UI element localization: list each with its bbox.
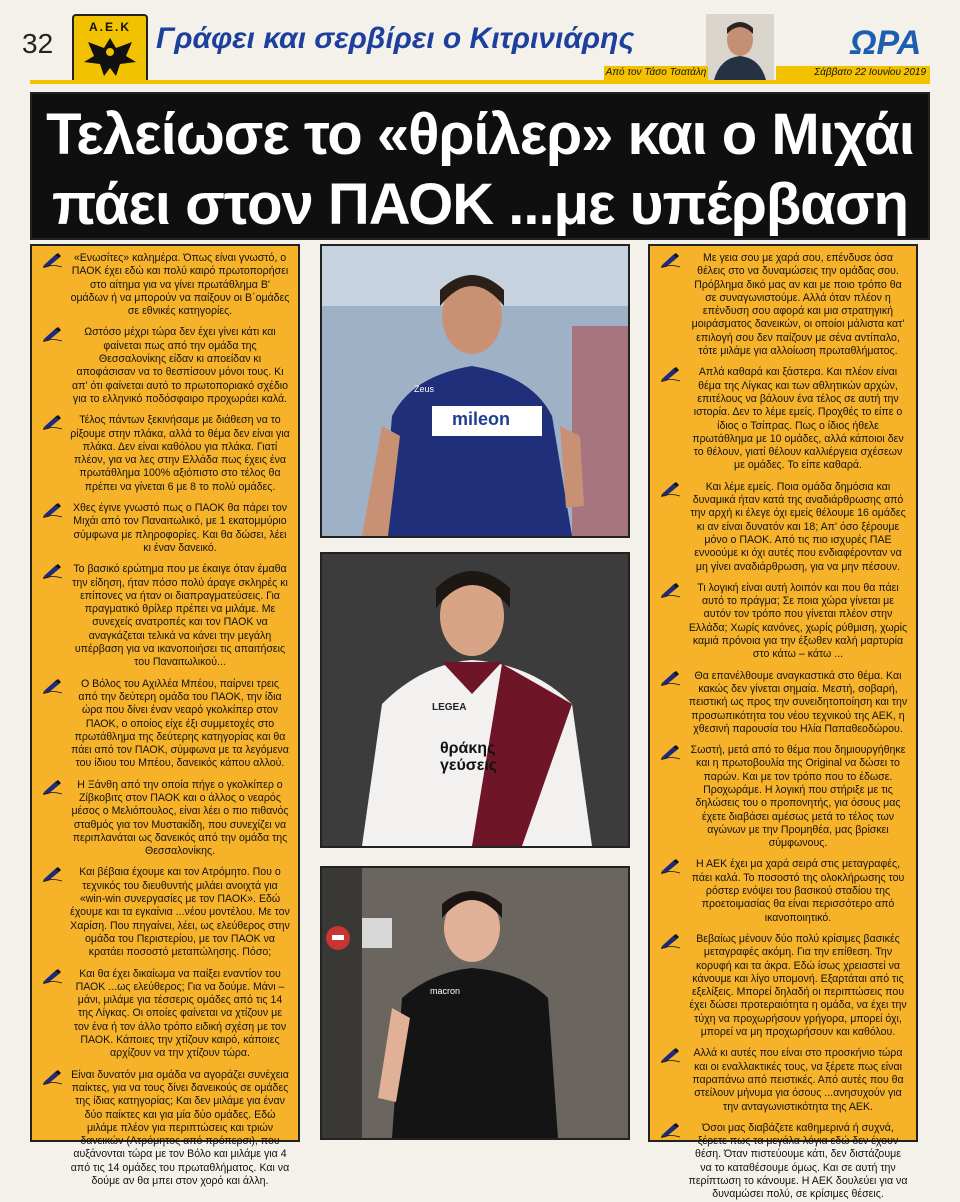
paragraph-text: Με γεια σου με χαρά σου, επένδυσε όσα θέλεις στο να δυναμώσεις την ομάδας σου. Πρόβλημα δικό μας αν και με ποιο τρόπο θα σε συναγωνιστούμε. Αλλά όταν πλέον η επένδυση σου αφορά και μια στρατηγική μοιράσματος δανεικών, οι οποίοι μάλιστα κατ' επιλογή σου δεν παίζουν με σένα αντίπαλο, τότε μιλάμε για αλλοίωση πρωταθλήματος. xyxy=(691,252,905,358)
kit-brand-label: macron xyxy=(430,986,461,996)
pen-icon xyxy=(42,678,64,694)
pen-icon xyxy=(660,481,682,497)
paragraph-text: Χθες έγινε γνωστό πως ο ΠΑΟΚ θα πάρει τον Μιχάι από τον Παναιτωλικό, με 1 εκατομμύριο σύμφωνα με πληροφορίες. Και θα δώσει, λέει κι έναν δανεικό. xyxy=(72,502,288,554)
kit-brand-label: LEGEA xyxy=(432,702,467,713)
author-portrait-icon xyxy=(706,14,774,80)
article-paragraph xyxy=(658,1047,908,1113)
left-column xyxy=(30,244,300,1187)
header-rule xyxy=(30,80,930,84)
article-paragraph xyxy=(40,326,290,406)
aek-logo xyxy=(72,14,148,84)
kit-sponsor-label: θράκης γεύσεις xyxy=(440,740,498,774)
author-byline: Από τον Τάσο Τσατάλη xyxy=(605,67,707,78)
article-paragraph xyxy=(40,1069,290,1189)
column-title: Γράφει και σερβίρει ο Κιτρινιάρης xyxy=(156,22,635,55)
pen-icon xyxy=(42,968,64,984)
paragraph-text: Και θα έχει δικαίωμα να παίξει εναντίον του ΠΑΟΚ ...ως ελεύθερος; Για να δούμε. Μάνι – μάνι, μιλάμε για τέσσερις ομάδες από τις 14 της Λίγκας. Οι οποίες φαίνεται να χτίζουν με τον ένα ή τον άλλο τρόπο ειδική σχέση με τον ΠΑΟΚ. Κάποιες την χτίζουν καιρό, κάποιες αρχίζουν να την χτίζουν τώρα. xyxy=(73,967,287,1060)
pen-icon xyxy=(660,670,682,686)
pen-icon xyxy=(42,414,64,430)
paragraph-text: Απλά καθαρά και ξάστερα. Και πλέον είναι θέμα της Λίγκας και των αθλητικών αρχών, επιτέλους να βάλουν ένα τέλος σε αυτή την ιστορία. Δεν το λέμε εμείς. Προχθές το είπε ο ίδιος ο Τσίπρας. Πως ο ίδιος ήθελε πρωτάθλημα με 10 ομάδες, αλλά κάποιοι δεν το θέλουν, γιατί θέλουν καλλιέργεια σχέσεων με ομάδες. Το είπε καθαρά. xyxy=(692,366,904,472)
pen-icon xyxy=(42,1069,64,1085)
logo-text: Α.Ε.Κ xyxy=(88,20,131,34)
article-paragraph xyxy=(40,414,290,494)
page-number: 32 xyxy=(22,28,54,59)
right-column xyxy=(648,244,918,1201)
paragraph-text: «Ενωσίτες» καλημέρα. Όπως είναι γνωστό, ο ΠΑΟΚ έχει εδώ και πολύ καιρό πρωτοπορήσει στο αίτημα για να γίνει πρωτάθλημα Β' ομάδων ή να μπορούν να παίξουν οι Β΄ομάδες σε εθνικές κατηγορίες. xyxy=(70,252,290,318)
article-paragraph xyxy=(40,252,290,318)
paragraph-text: Ο Βόλος του Αχιλλέα Μπέου, παίρνει τρεις από την δεύτερη ομάδα του ΠΑΟΚ, την ίδια ώρα που δίνει έναν νεαρό γκολκίπερ στον ΠΑΟΚ, ο οποίος είχε έξι συμμετοχές στο πρωτάθλημα της δεύτερης κατηγορίας και θα πάει από τον ΠΑΟΚ, σύμφωνα με τα λεγόμενα του ίδιου του Μπέου, δανεικός κάπου αλλού. xyxy=(71,677,289,770)
kit-sponsor-label: mileon xyxy=(452,409,511,429)
pen-icon xyxy=(660,252,682,268)
pen-icon xyxy=(42,502,64,518)
kit-brand-label: Zeus xyxy=(414,384,435,394)
pen-icon xyxy=(660,858,682,874)
headline-block xyxy=(30,92,930,240)
paragraph-text: Η Ξάνθη από την οποία πήγε ο γκολκίπερ ο Ζίβκοβιτς στον ΠΑΟΚ και ο άλλος ο νεαρός μέσος ο Μελιόπουλος, είναι λέει ο πιο πιθανός σταθμός για τον Μυστακίδη, που συνεχίζει να περιπλανάται ως δανεικός από την ομάδα της Θεσσαλονίκης. xyxy=(71,778,289,858)
pen-icon xyxy=(42,326,64,342)
author-photo xyxy=(706,14,774,80)
headline-line-1: Τελείωσε το «θρίλερ» και ο Μιχάι xyxy=(46,102,914,167)
article-paragraph xyxy=(658,252,908,358)
article-paragraph xyxy=(658,1122,908,1202)
paragraph-text: Όσοι μας διαβάζετε καθημερινά ή συχνά, ξέρετε πως τα μεγάλα λόγια εδώ δεν έχουν θέση. Όταν πιστεύουμε κάτι, δεν διστάζουμε να το καταθέσουμε όμως. Και σε αυτή την περίπτωση το κάνουμε. Η ΑΕΚ δουλεύει για να δυναμώσει πολύ, σε κρίσιμες θέσεις. xyxy=(688,1121,908,1201)
article-paragraph xyxy=(40,779,290,859)
pen-icon xyxy=(660,366,682,382)
paragraph-text: Αλλά κι αυτές που είναι στο προσκήνιο τώρα και οι εναλλακτικές τους, να ξέρετε πως είναι παραπάνω από πειστικές. Από αυτές που θα στείλουν μήνυμα για όσους ...ανησυχούν για την ανταγωνιστικότητα της ΑΕΚ. xyxy=(692,1047,904,1113)
article-paragraph xyxy=(40,502,290,555)
pen-icon xyxy=(660,582,682,598)
article-paragraph xyxy=(658,744,908,850)
article-paragraph xyxy=(40,563,290,669)
article-paragraph xyxy=(658,366,908,472)
photo-player-black-kit xyxy=(320,866,630,1140)
pen-icon xyxy=(660,1122,682,1138)
paragraph-text: Και λέμε εμείς. Ποια ομάδα δημόσια και δυναμικά ήταν κατά της αναδιάρθρωσης από την αρχή κι έλεγε όχι εμείς θέλουμε 16 ομάδες κι αν είναι δυνατόν και 18; Απ' όσο ξέρουμε μόνο ο ΠΑΟΚ. Από τις πιο ισχυρές ΠΑΕ εννοούμε κι όχι αυτές που ενδιαφέρονταν να μη γίνει αναδιάρθρωση, για να μην πέσουν. xyxy=(690,480,906,573)
eagle-icon xyxy=(82,34,138,78)
paragraph-text: Το βασικό ερώτημα που με έκαιγε όταν έμαθα την είδηση, ήταν πόσο πολύ άραγε σκληρές κι επίπονες να ήταν οι διαπραγματεύσεις. Για πραγματικό θρίλερ πρέπει να μιλάμε. Με συνεχείς ανατροπές και τον ΠΑΟΚ να αναγκάζεται τελικά να κάνει την μεγάλη υπέρβαση για να ικανοποιήσει τις απαιτήσεις του Παναιτωλικού... xyxy=(72,563,288,669)
photo-player-blue-kit xyxy=(320,244,630,538)
pen-icon xyxy=(42,866,64,882)
article-paragraph xyxy=(40,678,290,771)
pen-icon xyxy=(660,933,682,949)
paragraph-text: Η ΑΕΚ έχει μα χαρά σειρά στις μεταγραφές, πάει καλά. Το ποσοστό της ολοκλήρωσης του ρόστερ ενόψει του βασικού σταδίου της προετοιμασίας θα είναι περισσότερο από ικανοποιητικό. xyxy=(691,858,905,924)
paragraph-text: Τι λογική είναι αυτή λοιπόν και που θα πάει αυτό το πράγμα; Σε ποια χώρα γίνεται με αυτόν τον τρόπο που γίνεται πλέον στην Ελλάδα; Χωρίς κανόνες, χωρίς ρύθμιση, χωρίς καμιά πρόνοια για την έξωθεν καλή μαρτυρία στο κάτω – κάτω ... xyxy=(688,581,908,661)
paragraph-text: Τέλος πάντων ξεκινήσαμε με διάθεση να το ρίξουμε στην πλάκα, αλλά το θέμα δεν είναι για πλάκα. Δεν είναι καθόλου για πλάκα. Γιατί πλέον, για να λες στην Ελλάδα πως έχεις ένα πρωτάθλημα 100% αξιόπιστο στο τέλος θα πρέπει να γίνεται 6 με 8 το πολύ ομάδες. xyxy=(70,414,290,493)
paragraph-text: Σωστή, μετά από το θέμα που δημιουργήθηκε και η πρωτοβουλία της Original να δώσει το παρών. Και με τον τρόπο που το έδωσε. Προχωράμε. Η λογική που στήριξε με τις δηλώσεις του ο προπονητής, για όσους μας έχετε διαβάσει αμέσως μετά το τέλος των αγώνων με την Προμηθέα, μας βρίσκει σύμφωνους. xyxy=(690,744,906,850)
headline-line-2: πάει στον ΠΑΟΚ ...με υπέρβαση xyxy=(51,172,909,237)
pen-icon xyxy=(42,252,64,268)
article-paragraph xyxy=(658,670,908,736)
paragraph-text: Και βέβαια έχουμε και τον Ατρόμητο. Που ο τεχνικός του διευθυντής μιλάει ανοιχτά για «win-win συνεργασίες με τον ΠΑΟΚ». Εδώ έχουμε και τα εγκαίνια ...νέου μοντέλου. Με τον Χαρίση. Που πηγαίνει, λέει, ως ελεύθερος στην ομάδα του Περιστερίου, με τον ΠΑΟΚ να κρατάει ποσοστό μεταπώλησης. Πόσο; xyxy=(70,866,290,959)
article-paragraph xyxy=(658,582,908,662)
article-paragraph xyxy=(658,933,908,1039)
paragraph-text: Ωστόσο μέχρι τώρα δεν έχει γίνει κάτι και φαίνεται πως από την ομάδα της Θεσσαλονίκης είδαν κι αποείδαν κι αποφάσισαν να το θεσπίσουν μόνοι τους. Κι απ' ότι φαίνεται αυτό το πρωτοποριακό σχέδιο για το ελληνικό ποδόσφαιρο προχωράει καλά. xyxy=(71,326,288,405)
publication-logo: ΩΡΑ xyxy=(850,24,922,62)
issue-date: Σάββατο 22 Ιουνίου 2019 xyxy=(776,66,930,80)
pen-icon xyxy=(42,563,64,579)
article-paragraph xyxy=(40,968,290,1061)
photo-player-white-kit xyxy=(320,552,630,848)
pen-icon xyxy=(660,1047,682,1063)
pen-icon xyxy=(42,779,64,795)
pen-icon xyxy=(660,744,682,760)
paragraph-text: Βεβαίως μένουν δύο πολύ κρίσιμες βασικές μεταγραφές ακόμη. Για την επίθεση. Την κορυφή και τα άκρα. Εδώ ίσως χρειαστεί να κάνουμε και λίγο υπομονή. Εξαρτάται από τις εξελίξεις. Μπορεί δηλαδή οι περιπτώσεις που έχει δώσει προτεραιότητα η ομάδα, να έχει την τύχη να προχωρήσουν γρήγορα, μπορεί όχι, μπορεί να μη προχωρήσουν και καθόλου. xyxy=(689,932,907,1039)
paragraph-text: Θα επανέλθουμε αναγκαστικά στο θέμα. Και κακώς δεν γίνεται σημαία. Μεστή, σοβαρή, πειστική ως προς την συνειδητοποίηση και την προσωπικότητα του νέου τεχνικού της ΑΕΚ, η χθεσινή παρουσία του Ηλία Παπαθεοδώρου. xyxy=(688,669,908,735)
paragraph-text: Είναι δυνατόν μια ομάδα να αγοράζει συνέχεια παίκτες, για να τους δίνει δανεικούς σε ομάδες της ίδιας κατηγορίας; Και δεν μιλάμε για έναν δύο παίκτες και για μία δύο ομάδες. Εδώ μιλάμε πλέον για περιπτώσεις και τριών δανεικών (Ατρόμητος από πρόπερσι), που αυξάνονται τώρα με τον Βόλο και μιλάμε για 4 από τις 14 ομάδες του πρωταθλήματος. Και να δούμε αν θα μπει στον χορό και άλλη. xyxy=(70,1068,290,1187)
article-paragraph xyxy=(658,481,908,574)
article-paragraph xyxy=(658,858,908,924)
article-paragraph xyxy=(40,866,290,959)
